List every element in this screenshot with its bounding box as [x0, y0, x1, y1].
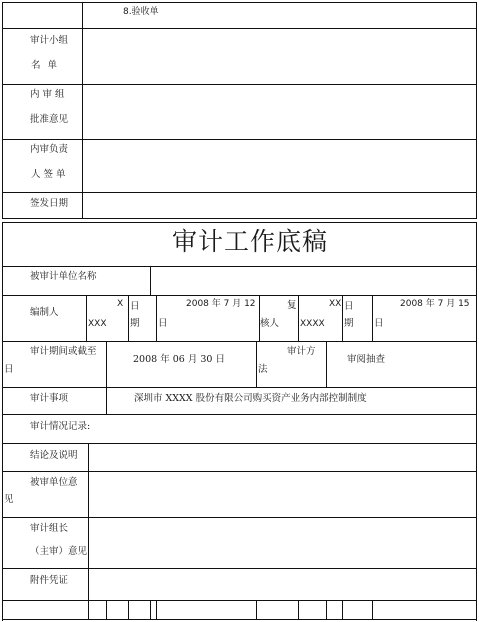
head-signature-field[interactable] — [83, 140, 476, 192]
head-signature-label: 内审负责 — [30, 144, 69, 155]
reviewer-label-cont: 核人 — [260, 318, 280, 329]
conclusion-field[interactable] — [89, 444, 476, 471]
audit-method-label: 审计方 — [287, 346, 316, 357]
auditee-opinion-label: 被审单位意 — [30, 477, 78, 488]
approval-opinion-field[interactable] — [83, 85, 476, 139]
attachment-field[interactable] — [89, 569, 476, 600]
team-list-label-cont: 名 单 — [31, 60, 60, 71]
leader-opinion-field[interactable] — [89, 518, 476, 568]
review-date-label: 日 — [344, 301, 354, 312]
audit-method-label-cont: 法 — [258, 364, 268, 375]
prep-date-label: 日 — [130, 301, 140, 312]
reviewer-value: XX — [329, 299, 342, 309]
review-date-value-cont: 日 — [374, 318, 384, 329]
approval-opinion-label-cont: 批准意见 — [30, 114, 69, 125]
team-list-label: 审计小组 — [30, 35, 69, 46]
head-signature-label-cont: 人 签 单 — [31, 169, 66, 180]
reviewer-value-cont: XXXX — [300, 319, 325, 329]
preparer-value-cont: XXX — [88, 319, 107, 329]
audited-unit-field[interactable] — [151, 267, 476, 295]
leader-opinion-label-cont: （主审）意见 — [30, 546, 88, 557]
reviewer-label: 复 — [287, 300, 297, 311]
team-list-field[interactable] — [83, 29, 476, 84]
prep-date-value: 2008 年 7 月 12 — [186, 299, 256, 309]
audit-record-label: 审计情况记录: — [30, 421, 91, 432]
prep-date-value-cont: 日 — [158, 318, 168, 329]
leader-opinion-label: 审计组长 — [30, 523, 69, 534]
review-date-label-cont: 期 — [344, 318, 354, 329]
preparer-value: X — [117, 299, 124, 309]
audit-matter-label: 审计事项 — [30, 393, 69, 404]
preparer-label: 编制人 — [30, 307, 59, 318]
audit-matter-value: 深圳市 XXXX 股份有限公司购买资产业务内部控制制度 — [134, 393, 367, 404]
issue-date-label: 签发日期 — [30, 198, 69, 209]
approval-opinion-label: 内 审 组 — [30, 89, 65, 100]
audited-unit-label: 被审计单位名称 — [30, 271, 97, 282]
audit-period-label: 审计期间或截至 — [30, 346, 97, 357]
acceptance-form-item: 8.验收单 — [123, 7, 159, 17]
attachment-label: 附件凭证 — [30, 575, 69, 586]
auditee-opinion-label-cont: 见 — [4, 494, 14, 505]
audit-period-label-cont: 日 — [4, 364, 14, 375]
audit-method-value: 审阅抽查 — [347, 354, 386, 365]
review-date-value: 2008 年 7 月 15 — [400, 299, 470, 309]
worksheet-title: 审计工作底稿 — [172, 227, 329, 256]
prep-date-label-cont: 期 — [130, 318, 140, 329]
auditee-opinion-field[interactable] — [89, 472, 476, 517]
audit-period-value: 2008 年 06 月 30 日 — [133, 354, 225, 365]
issue-date-field[interactable] — [83, 193, 476, 218]
conclusion-label: 结论及说明 — [30, 450, 78, 461]
